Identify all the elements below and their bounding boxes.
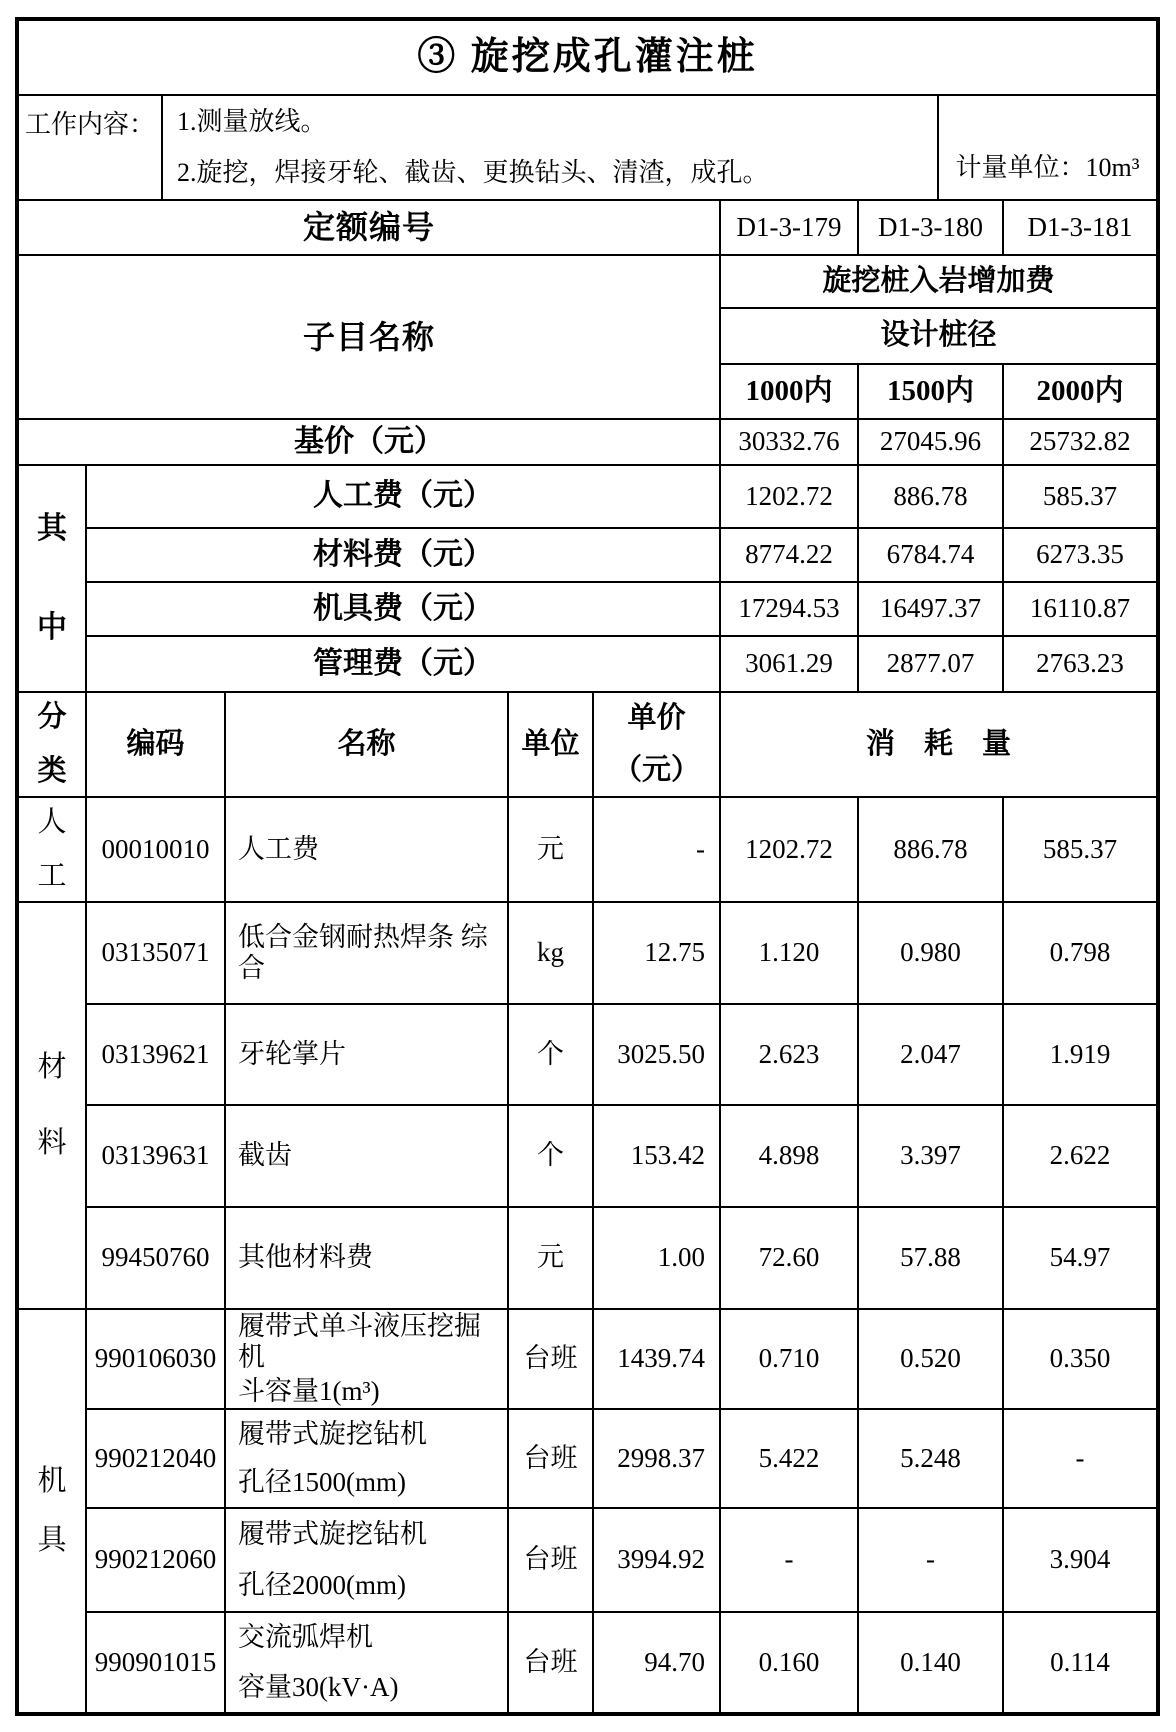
material-cost-label: 材料费（元） [86,528,720,582]
detail-value: 3.397 [858,1105,1003,1207]
page-title: ③ 旋挖成孔灌注桩 [18,20,1157,95]
labor-cost-value: 886.78 [858,465,1003,528]
detail-value: 0.710 [720,1309,858,1409]
detail-value: 886.78 [858,797,1003,902]
col-header-price: 单价 （元） [593,692,720,797]
detail-value: 0.980 [858,902,1003,1004]
base-price-value: 30332.76 [720,419,858,465]
detail-price: 153.42 [593,1105,720,1207]
detail-value: 5.248 [858,1409,1003,1508]
col-header-name: 名称 [225,692,508,797]
quota-code-label: 定额编号 [18,200,720,255]
detail-value: 0.140 [858,1612,1003,1713]
detail-name: 履带式旋挖钻机 孔径2000(mm) [225,1508,508,1612]
material-cost-value: 6784.74 [858,528,1003,582]
detail-unit: kg [508,902,593,1004]
detail-value: 72.60 [720,1207,858,1309]
col-header-category: 分 类 [18,692,86,797]
detail-unit: 台班 [508,1612,593,1713]
detail-code: 99450760 [86,1207,225,1309]
work-content-line-1: 1.测量放线。 [177,106,327,136]
detail-price: 1439.74 [593,1309,720,1409]
detail-value: 3.904 [1003,1508,1157,1612]
machine-cost-value: 16497.37 [858,582,1003,636]
detail-value: - [858,1508,1003,1612]
quota-code-1: D1-3-179 [720,200,858,255]
detail-unit: 台班 [508,1508,593,1612]
detail-unit: 台班 [508,1309,593,1409]
detail-price: 3025.50 [593,1004,720,1105]
detail-value: 0.798 [1003,902,1157,1004]
detail-value: 0.114 [1003,1612,1157,1713]
detail-code: 990106030 [86,1309,225,1409]
detail-value: 2.623 [720,1004,858,1105]
labor-cost-value: 585.37 [1003,465,1157,528]
detail-value: 1202.72 [720,797,858,902]
detail-unit: 个 [508,1105,593,1207]
management-cost-value: 2763.23 [1003,636,1157,692]
measure-unit-note: 计量单位：10m³ [938,95,1157,200]
machine-cost-value: 17294.53 [720,582,858,636]
detail-value: 4.898 [720,1105,858,1207]
detail-value: - [1003,1409,1157,1508]
detail-value: 2.047 [858,1004,1003,1105]
detail-code: 00010010 [86,797,225,902]
category-material: 材 料 [18,902,86,1309]
detail-value: 2.622 [1003,1105,1157,1207]
labor-cost-label: 人工费（元） [86,465,720,528]
quota-code-3: D1-3-181 [1003,200,1157,255]
detail-name: 交流弧焊机 容量30(kV·A) [225,1612,508,1713]
detail-unit: 元 [508,1207,593,1309]
detail-price: 2998.37 [593,1409,720,1508]
item-name-label: 子目名称 [18,255,720,419]
material-cost-value: 8774.22 [720,528,858,582]
detail-code: 03139631 [86,1105,225,1207]
work-content-line-2: 2.旋挖，焊接牙轮、截齿、更换钻头、清渣，成孔。 [177,158,769,188]
material-cost-value: 6273.35 [1003,528,1157,582]
category-machine: 机 具 [18,1309,86,1713]
detail-unit: 台班 [508,1409,593,1508]
labor-cost-value: 1202.72 [720,465,858,528]
detail-name: 履带式旋挖钻机 孔径1500(mm) [225,1409,508,1508]
machine-cost-value: 16110.87 [1003,582,1157,636]
detail-name: 履带式单斗液压挖掘机 斗容量1(m³) [225,1309,508,1409]
detail-value: 57.88 [858,1207,1003,1309]
detail-price: 1.00 [593,1207,720,1309]
diameter-1: 1000内 [720,364,858,419]
detail-value: 585.37 [1003,797,1157,902]
work-content-cell [162,95,938,200]
detail-code: 03135071 [86,902,225,1004]
detail-name: 其他材料费 [225,1207,508,1309]
detail-unit: 个 [508,1004,593,1105]
management-cost-value: 2877.07 [858,636,1003,692]
detail-value: 1.919 [1003,1004,1157,1105]
detail-code: 990901015 [86,1612,225,1713]
detail-unit: 元 [508,797,593,902]
diameter-3: 2000内 [1003,364,1157,419]
detail-name: 人工费 [225,797,508,902]
detail-name: 牙轮掌片 [225,1004,508,1105]
detail-code: 03139621 [86,1004,225,1105]
detail-value: 54.97 [1003,1207,1157,1309]
detail-value: 0.350 [1003,1309,1157,1409]
detail-value: 5.422 [720,1409,858,1508]
detail-name: 截齿 [225,1105,508,1207]
category-labor: 人 工 [18,797,86,902]
quota-code-2: D1-3-180 [858,200,1003,255]
detail-value: 0.520 [858,1309,1003,1409]
surcharge-header: 旋挖桩入岩增加费 [720,255,1157,308]
detail-value: 0.160 [720,1612,858,1713]
col-header-unit: 单位 [508,692,593,797]
base-price-value: 25732.82 [1003,419,1157,465]
detail-value: 1.120 [720,902,858,1004]
base-price-value: 27045.96 [858,419,1003,465]
machine-cost-label: 机具费（元） [86,582,720,636]
detail-price: - [593,797,720,902]
work-content-label: 工作内容： [18,95,162,200]
management-cost-value: 3061.29 [720,636,858,692]
detail-code: 990212060 [86,1508,225,1612]
col-header-code: 编码 [86,692,225,797]
detail-price: 3994.92 [593,1508,720,1612]
detail-name: 低合金钢耐热焊条 综合 [225,902,508,1004]
detail-code: 990212040 [86,1409,225,1508]
detail-price: 12.75 [593,902,720,1004]
col-header-consumption: 消 耗 量 [720,692,1157,797]
detail-price: 94.70 [593,1612,720,1713]
design-diameter-header: 设计桩径 [720,308,1157,364]
among-which-label: 其 中 [18,465,86,692]
detail-value: - [720,1508,858,1612]
management-cost-label: 管理费（元） [86,636,720,692]
base-price-label: 基价（元） [18,419,720,465]
diameter-2: 1500内 [858,364,1003,419]
